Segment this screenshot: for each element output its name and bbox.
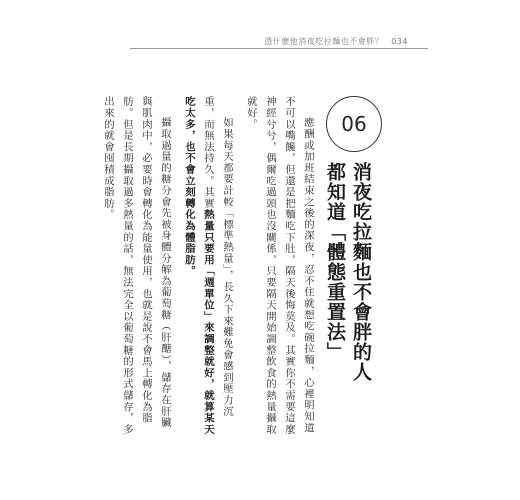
chapter-number-circle [326, 96, 382, 152]
paragraph-2 [179, 96, 236, 436]
body-text [98, 96, 322, 436]
page-number: 034 [391, 37, 408, 46]
running-header [264, 36, 408, 47]
header-rule [130, 48, 428, 49]
chapter-title [322, 162, 374, 382]
paragraph-2-bold: 熱量只要用「週單位」來調整就好，就算某天吃太多，也不會立刻轉化為體脂肪。 [183, 96, 214, 435]
chapter-title-line1: 消夜吃拉麵也不會胖的人 [350, 162, 372, 382]
running-header-title: 憑什麼他消夜吃拉麵也不會胖？ [264, 37, 384, 46]
chapter-number: 06 [341, 112, 367, 136]
chapter-title-line2: 都知道「體態重置法」 [324, 162, 346, 362]
paragraph-2-text: 如果每天都要計較「標準熱量」，長久下來難免會感到壓力沉重，而無法持久。其實 [202, 96, 233, 417]
paragraph-1: 應酬或加班結束之後的深夜，忍不住就想吃碗拉麵，心裡明知道不可以嘴饞，但還是把麵吃下肚，隔天後悔莫及。其實你不需要這麼神經兮兮，偶爾吃過頭也沒關係，只要隔天開始調整飲食的熱量攝取就好。 [245, 96, 314, 435]
paragraph-3: 攝取過量的糖分會先被身體分解為葡萄糖（肝醣），儲存在肝臟與肌肉中，必要時會轉化為能量使用，也就是說不會馬上轉化為脂肪。但是長期攝取過多熱量的話，無法完全以葡萄糖的形式儲存，多出來的就會囤積成脂肪。 [102, 96, 171, 435]
